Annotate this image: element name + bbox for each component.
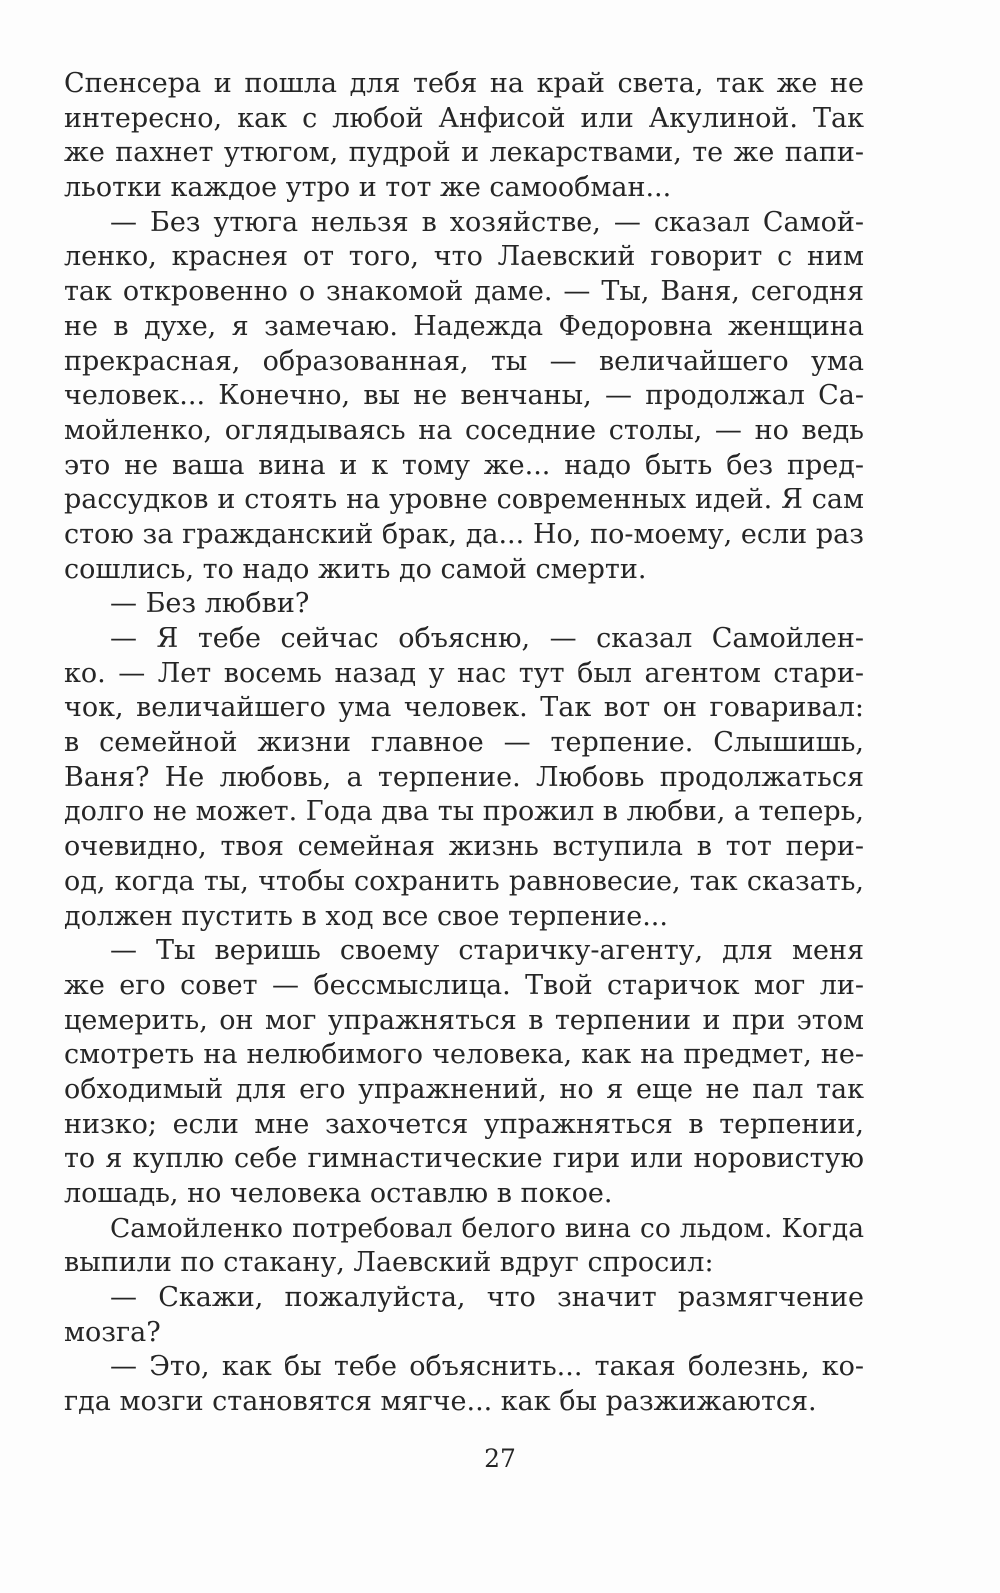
text-line: од, когда ты, чтобы сохранить равновесие, так сказать, [64, 865, 864, 897]
text-line: цемерить, он мог упражняться в терпении и при этом [64, 1004, 864, 1036]
text-line: сошлись, то надо жить до самой смерти. [64, 553, 647, 585]
text-line: лошадь, но человека оставлю в покое. [64, 1178, 613, 1209]
text-line: низко; если мне захочется упражняться в терпении, [64, 1108, 864, 1140]
text-line: то я куплю себе гимнастические гири или норовистую [64, 1143, 864, 1175]
text-line: льотки каждое утро и тот же самообман... [64, 172, 672, 204]
text-line: — Скажи, пожалуйста, что значит размягчение [110, 1282, 864, 1314]
text-line: мозга? [64, 1316, 161, 1348]
text-line: — Я тебе сейчас объясню, — сказал Самойлен- [110, 623, 864, 654]
text-line: ко. — Лет восемь назад у нас тут был агентом стари- [64, 657, 864, 689]
text-line: чок, величайшего ума человек. Так вот он говаривал: [64, 692, 864, 724]
text-line: стою за гражданский брак, да... Но, по-моему, если раз [64, 518, 864, 550]
text-line: должен пустить в ход все свое терпение... [64, 900, 668, 932]
text-line: — Ты веришь своему старичку-агенту, для меня [110, 935, 864, 967]
text-line: Спенсера и пошла для тебя на край света, так же не [64, 68, 864, 99]
text-line: же пахнет утюгом, пудрой и лекарствами, те же папи- [64, 137, 864, 169]
text-line: прекрасная, образованная, ты — величайшего ума [64, 345, 864, 377]
text-line: в семейной жизни главное — терпение. Слышишь, [64, 727, 864, 759]
text-line: гда мозги становятся мягче... как бы разжижаются. [64, 1386, 817, 1418]
text-line: долго не может. Года два ты прожил в любви, а теперь, [64, 796, 864, 828]
body-text [64, 67, 864, 1420]
text-line: смотреть на нелюбимого человека, как на предмет, не- [64, 1039, 864, 1071]
text-line: рассудков и стоять на уровне современных идей. Я сам [64, 484, 864, 516]
text-line: — Это, как бы тебе объяснить... такая болезнь, ко- [110, 1351, 864, 1383]
text-line: — Без утюга нельзя в хозяйстве, — сказал Самой- [110, 206, 864, 238]
page-number: 27 [484, 1444, 516, 1473]
text-line: обходимый для его упражнений, но я еще не пал так [64, 1073, 864, 1105]
text-line: Ваня? Не любовь, а терпение. Любовь продолжаться [64, 761, 864, 793]
text-line: выпили по стакану, Лаевский вдруг спросил: [64, 1247, 714, 1279]
text-line: не в духе, я замечаю. Надежда Федоровна женщина [64, 310, 864, 342]
text-line: — Без любви? [110, 588, 310, 620]
text-line: же его совет — бессмыслица. Твой старичок мог ли- [64, 969, 864, 1001]
text-line: интересно, как с любой Анфисой или Акулиной. Так [64, 102, 864, 134]
text-line: ленко, краснея от того, что Лаевский говорит с ним [64, 241, 864, 273]
text-line: мойленко, оглядываясь на соседние столы, — но ведь [64, 414, 864, 446]
text-line: очевидно, твоя семейная жизнь вступила в тот пери- [64, 831, 864, 863]
text-line: Самойленко потребовал белого вина со льдом. Когда [110, 1212, 864, 1244]
text-line: это не ваша вина и к тому же... надо быть без пред- [64, 449, 864, 481]
text-line: так откровенно о знакомой даме. — Ты, Ваня, сегодня [64, 276, 864, 308]
text-line: человек... Конечно, вы не венчаны, — продолжал Са- [64, 380, 864, 412]
